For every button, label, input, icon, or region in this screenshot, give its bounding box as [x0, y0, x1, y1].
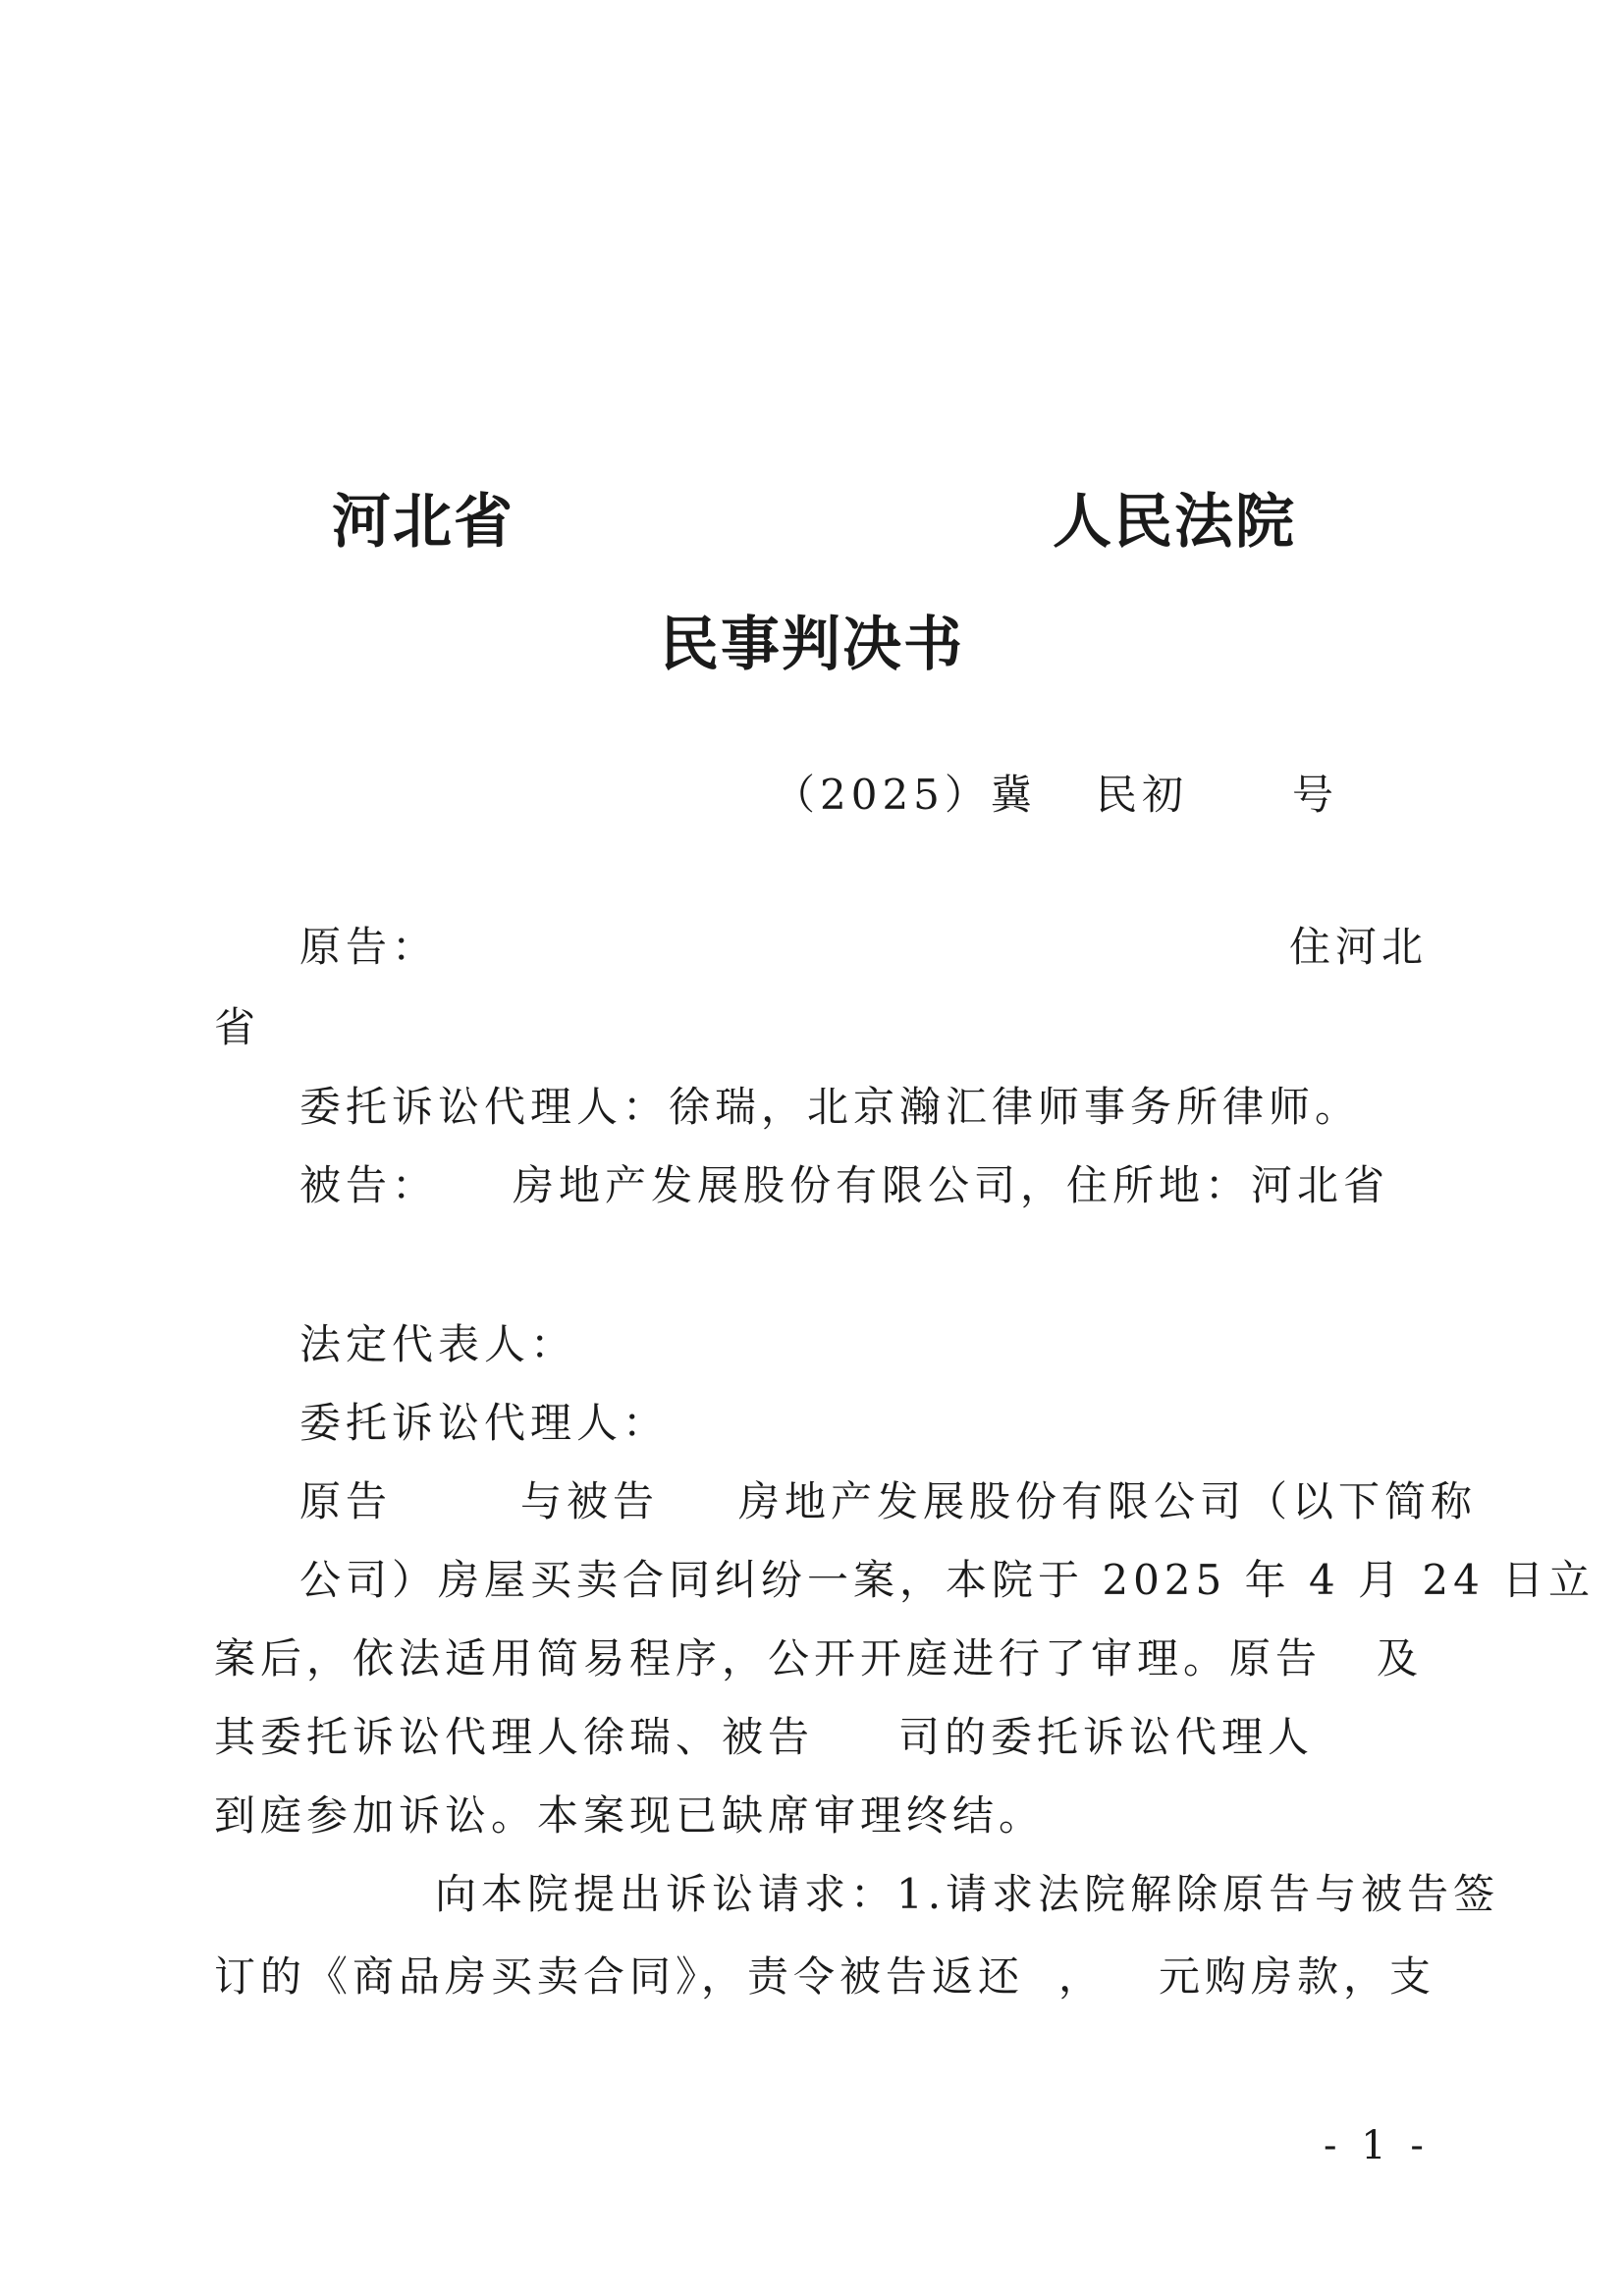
claims-line1: 向本院提出诉讼请求：1.请求法院解除原告与被告签: [435, 1870, 1500, 1918]
case-intro-line4: 其委托诉讼代理人徐瑞、被告: [214, 1713, 815, 1761]
case-intro-line4-end: 司的委托诉讼代理人: [898, 1713, 1315, 1761]
plaintiff-address-start: 住河北: [1289, 923, 1429, 971]
case-number-type: 民初: [1096, 771, 1189, 819]
case-number-suffix: 号: [1292, 771, 1339, 819]
case-intro-seg3: 房地产发展股份有限公司（以下简称: [738, 1477, 1478, 1525]
court-name-suffix: 人民法院: [1053, 488, 1296, 557]
case-intro-line3: 案后，依法适用简易程序，公开开庭进行了审理。原告: [214, 1634, 1323, 1682]
document-title: 民事判决书: [660, 611, 964, 679]
defendant-agent: 委托诉讼代理人：: [299, 1399, 670, 1447]
defendant-label: 被告：: [299, 1161, 439, 1209]
page-number: - 1 -: [1324, 2123, 1430, 2168]
court-name-province: 河北省: [332, 488, 514, 557]
defendant-name-address: 房地产发展股份有限公司，住所地：河北省: [513, 1161, 1390, 1209]
claims-line2-seg2: ，: [1058, 1952, 1106, 2001]
case-intro-seg1: 原告: [299, 1477, 393, 1525]
legal-representative: 法定代表人：: [299, 1320, 577, 1368]
case-intro-seg2: 与被告: [520, 1477, 660, 1525]
case-intro-line2: 公司）房屋买卖合同纠纷一案，本院于 2025 年 4 月 24 日立: [299, 1556, 1596, 1604]
plaintiff-agent: 委托诉讼代理人：徐瑞，北京瀚汇律师事务所律师。: [299, 1083, 1362, 1131]
claims-line2-seg1: 订的《商品房买卖合同》，责令被告返还: [214, 1952, 1025, 2001]
plaintiff-label: 原告：: [299, 923, 439, 971]
case-number-year: （2025）冀: [774, 771, 1037, 819]
claims-line2-seg3: 元购房款，支: [1159, 1952, 1436, 2001]
plaintiff-address-continuation: 省: [214, 1003, 261, 1051]
case-intro-line5: 到庭参加诉讼。本案现已缺席审理终结。: [214, 1791, 1046, 1840]
case-intro-line3-end: 及: [1377, 1634, 1424, 1682]
